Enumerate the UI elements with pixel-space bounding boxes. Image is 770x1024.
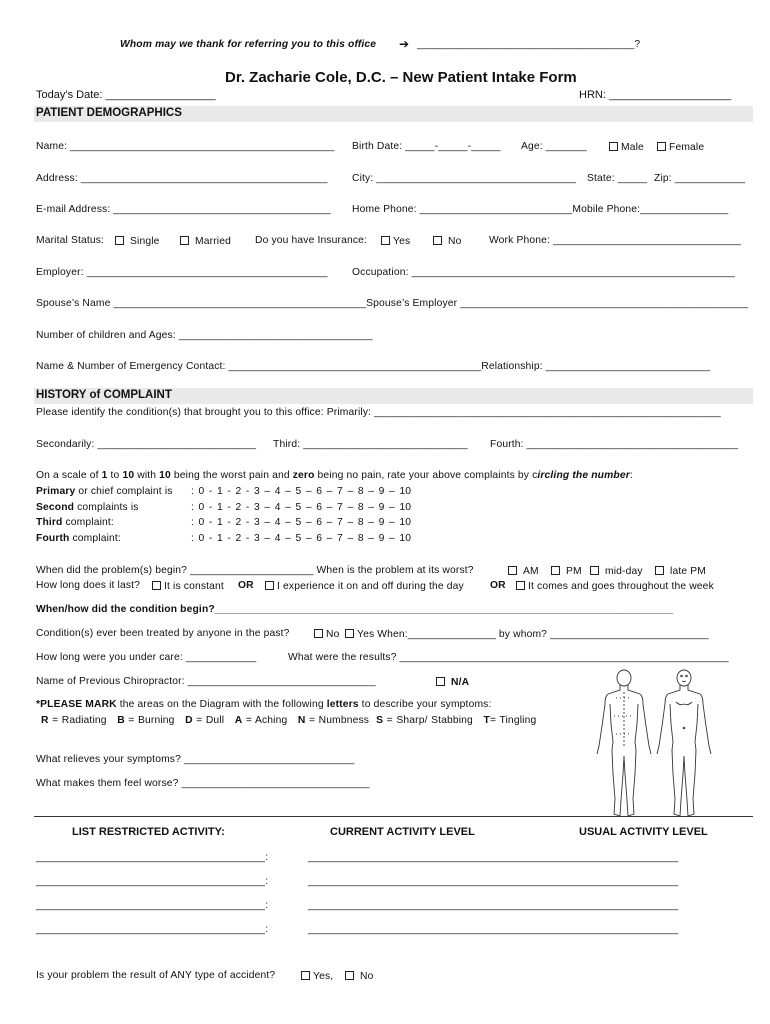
email-field[interactable]: E-mail Address: _____________________________________ [36,204,331,215]
treated-yes-label: Yes When:_______________ by whom? ___________________________ [357,629,709,640]
current-activity-header: CURRENT ACTIVITY LEVEL [330,826,475,838]
male-checkbox[interactable] [609,142,644,153]
yes-label: Yes [393,236,411,247]
accident-question: Is your problem the result of ANY type of accident? [36,970,276,981]
restricted-activity-field[interactable]: _______________________________________: [36,852,269,863]
treated-label: Condition(s) ever been treated by anyone in the past? [36,628,290,639]
on-off-label: I experience it on and off during the day [277,581,464,592]
activity-level-field[interactable]: _______________________________________________________________ [308,900,679,911]
checkbox-icon [433,236,442,245]
late-pm-label: late PM [670,566,706,577]
insurance-no-checkbox[interactable] [433,236,461,247]
constant-label: It is constant [164,581,224,592]
symptom-legend: R = Radiating B = Burning D = Dull A = Aching N = Numbness S = Sharp/ Stabbing T= Tingling [41,715,537,726]
or-label-2: OR [490,580,506,591]
secondary-condition-field[interactable]: Secondarily: ___________________________ [36,439,257,450]
section-history: HISTORY of COMPLAINT [36,389,172,401]
pm-checkbox[interactable] [551,566,582,577]
checkbox-icon [180,236,189,245]
zip-field[interactable]: Zip: ____________ [654,173,746,184]
checkbox-icon [115,236,124,245]
checkbox-icon [345,971,354,980]
midday-label: mid-day [605,566,643,577]
employer-field[interactable]: Employer: _________________________________________ [36,267,328,278]
divider [34,816,753,817]
city-field[interactable]: City: __________________________________ [352,173,577,184]
checkbox-icon [301,971,310,980]
work-phone-field[interactable]: Work Phone: ________________________________ [489,235,742,246]
female-checkbox[interactable] [657,142,704,153]
treated-yes-field[interactable] [345,629,709,640]
na-label: N/A [451,677,470,688]
checkbox-icon [265,581,274,590]
pain-scale-instructions: On a scale of 1 to 10 with 10 being the worst pain and zero being no pain, rate your above complaints by circling the number: [36,470,633,481]
checkbox-icon [436,677,445,686]
activity-level-field[interactable]: _______________________________________________________________ [308,852,679,863]
checkbox-icon [551,566,560,575]
body-diagram[interactable] [586,664,726,824]
checkbox-icon [508,566,517,575]
checkbox-icon [314,629,323,638]
accident-yes-checkbox[interactable] [301,971,333,982]
fourth-pain-scale[interactable]: : 0 - 1 - 2 - 3 – 4 – 5 – 6 – 7 – 8 – 9 – 10 [191,533,412,544]
previous-chiropractor-field[interactable]: Name of Previous Chiropractor: ________________________________ [36,676,376,687]
midday-checkbox[interactable] [590,566,643,577]
late-pm-checkbox[interactable] [655,566,706,577]
primary-pain-scale[interactable]: : 0 - 1 - 2 - 3 – 4 – 5 – 6 – 7 – 8 – 9 – 10 [191,486,412,497]
children-field[interactable]: Number of children and Ages: _________________________________ [36,330,373,341]
marital-status-label: Marital Status: [36,235,105,246]
phone-fields[interactable]: Home Phone: __________________________Mobile Phone:_______________ [352,204,729,215]
care-duration-field[interactable]: How long were you under care: ____________ [36,652,257,663]
checkbox-icon [516,581,525,590]
birth-date-field[interactable]: Birth Date: _____-_____-_____ [352,141,501,152]
second-pain-label: Second complaints is [36,502,139,513]
checkbox-icon [609,142,618,151]
pm-label: PM [566,566,582,577]
referral-field[interactable]: _____________________________________? [417,39,641,50]
occupation-field[interactable]: Occupation: _______________________________________________________ [352,267,735,278]
age-field[interactable]: Age: _______ [521,141,587,152]
na-checkbox[interactable] [436,677,469,688]
activity-level-field[interactable]: _______________________________________________________________ [308,876,679,887]
throughout-week-checkbox[interactable] [516,581,714,592]
on-off-checkbox[interactable] [265,581,464,592]
single-checkbox[interactable] [115,236,160,247]
no-label: No [448,236,462,247]
accident-no-label: No [360,971,374,982]
male-label: Male [621,142,644,153]
usual-activity-header: USUAL ACTIVITY LEVEL [579,826,708,838]
primary-condition-field[interactable]: Please identify the condition(s) that brought you to this office: Primarily: ___________________________________________________________ [36,407,721,418]
third-condition-field[interactable]: Third: ____________________________ [273,439,468,450]
fourth-pain-label: Fourth complaint: [36,533,121,544]
female-label: Female [669,142,705,153]
single-label: Single [130,236,160,247]
address-field[interactable]: Address: __________________________________________ [36,173,328,184]
checkbox-icon [152,581,161,590]
relieves-field[interactable]: What relieves your symptoms? _____________________________ [36,754,355,765]
treated-no-label: No [326,629,340,640]
checkbox-icon [590,566,599,575]
restricted-activity-field[interactable]: _______________________________________: [36,876,269,887]
activity-level-field[interactable]: _______________________________________________________________ [308,924,679,935]
primary-pain-label: Primary or chief complaint is [36,486,173,497]
am-checkbox[interactable] [508,566,539,577]
condition-begin-field[interactable]: When/how did the condition begin?______________________________________________________________________________ [36,604,674,615]
page-title: Dr. Zacharie Cole, D.C. – New Patient Intake Form [225,69,577,86]
insurance-yes-checkbox[interactable] [381,236,410,247]
fourth-condition-field[interactable]: Fourth: ____________________________________ [490,439,739,450]
or-label-1: OR [238,580,254,591]
problem-begin-field[interactable]: When did the problem(s) begin? _____________________ When is the problem at its worst? [36,565,474,576]
hrn-field[interactable]: HRN: ____________________ [579,89,732,101]
am-label: AM [523,566,539,577]
state-field[interactable]: State: _____ [587,173,648,184]
married-label: Married [195,236,231,247]
constant-checkbox[interactable] [152,581,224,592]
name-field[interactable]: Name: _____________________________________________ [36,141,335,152]
checkbox-icon [345,629,354,638]
accident-no-checkbox[interactable] [345,971,373,982]
treated-no-checkbox[interactable] [314,629,339,640]
emergency-contact-field[interactable]: Name & Number of Emergency Contact: ___________________________________________Relationship: ____________________________ [36,361,711,372]
third-pain-label: Third complaint: [36,517,114,528]
restricted-activity-header: LIST RESTRICTED ACTIVITY: [72,826,225,838]
married-checkbox[interactable] [180,236,231,247]
third-pain-scale[interactable]: : 0 - 1 - 2 - 3 – 4 – 5 – 6 – 7 – 8 – 9 – 10 [191,517,412,528]
throughout-label: It comes and goes throughout the week [528,581,714,592]
body-front-figure [657,670,711,816]
restricted-activity-field[interactable]: _______________________________________: [36,900,269,911]
arrow-icon: ➔ [399,37,410,51]
spouse-fields[interactable]: Spouse’s Name ___________________________________________Spouse’s Employer _________________________________________________ [36,298,749,309]
results-field[interactable]: What were the results? ________________________________________________________ [288,652,729,663]
worse-field[interactable]: What makes them feel worse? ________________________________ [36,778,370,789]
accident-yes-label: Yes, [313,971,334,982]
duration-label: How long does it last? [36,580,141,591]
checkbox-icon [657,142,666,151]
section-demographics: PATIENT DEMOGRAPHICS [36,107,182,119]
restricted-activity-field[interactable]: _______________________________________: [36,924,269,935]
second-pain-scale[interactable]: : 0 - 1 - 2 - 3 – 4 – 5 – 6 – 7 – 8 – 9 – 10 [191,502,412,513]
checkbox-icon [655,566,664,575]
checkbox-icon [381,236,390,245]
diagram-instructions: *PLEASE MARK the areas on the Diagram with the following letters to describe your symptoms: [36,699,492,710]
referral-question: Whom may we thank for referring you to this office [120,39,377,50]
body-back-figure [597,670,651,816]
insurance-label: Do you have Insurance: [255,235,368,246]
todays-date-field[interactable]: Today’s Date: __________________ [36,89,216,101]
